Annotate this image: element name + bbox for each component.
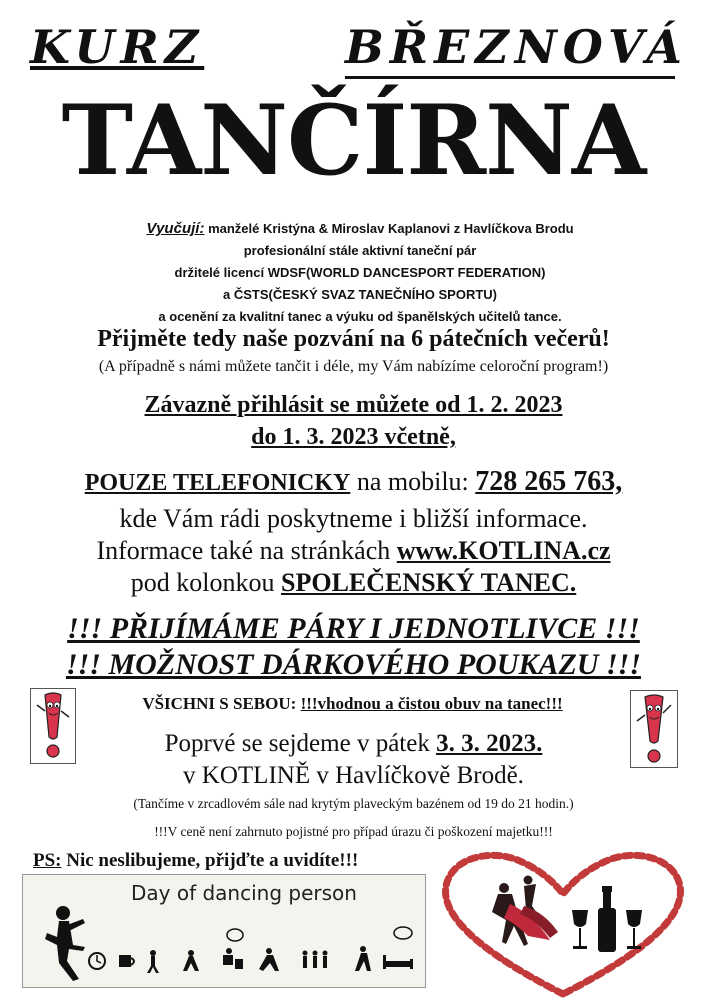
page-title: TANČÍRNA (61, 84, 646, 197)
instructors-label: Vyučují: (146, 220, 205, 237)
registration-line1: Závazně přihlásit se můžete od 1. 2. 2023 (144, 392, 563, 418)
website-link[interactable]: www.KOTLINA.cz (396, 536, 611, 565)
ps-label: PS: (33, 850, 62, 871)
registration-line2: do 1. 3. 2023 včetně, (251, 424, 456, 450)
instructors-line2: profesionální stále aktivní taneční pár (243, 243, 477, 258)
dancing-person-image (22, 874, 426, 988)
bring-line (80, 694, 625, 714)
meeting-note: (Tančíme v zrcadlovém sále nad krytým plaveckým bazénem od 19 do 21 hodin.) (133, 796, 574, 811)
invite-main: Přijměte tedy naše pozvání na 6 pátečních večerů! (97, 326, 610, 352)
column-line: pod kolonkou SPOLEČENSKÝ TANEC. (130, 568, 577, 597)
meeting-line: Poprvé se sejdeme v pátek 3. 3. 2023. (164, 730, 543, 757)
heart-dancers-icon (432, 848, 694, 998)
meeting-place: v KOTLINĚ v Havlíčkově Brodě. (183, 762, 524, 789)
instructors-line5: a ocenění za kvalitní tanec a výuku od španělských učitelů tance. (158, 309, 562, 324)
insurance-note: !!!V ceně není zahrnuto pojistné pro případ úrazu či poškození majetku!!! (154, 824, 553, 839)
banner-pairs: !!! PŘIJÍMÁME PÁRY I JEDNOTLIVCE !!! (67, 612, 640, 645)
banner-voucher: !!! MOŽNOST DÁRKOVÉHO POUKAZU !!! (65, 648, 642, 681)
phone-prefix: POUZE TELEFONICKY (84, 470, 351, 496)
column-name: SPOLEČENSKÝ TANEC. (281, 568, 577, 597)
phone-line: POUZE TELEFONICKY na mobilu: 728 265 763, (84, 466, 623, 497)
header-right: BŘEZNOVÁ (345, 20, 675, 79)
heart-dancers-image (432, 848, 694, 998)
ps-text: Nic neslibujeme, přijďte a uvidíte!!! (61, 850, 359, 871)
dancing-image-caption: Day of dancing person (131, 881, 357, 905)
header-left: KURZ (30, 20, 205, 74)
instructors-block (60, 218, 660, 328)
instructors-line1: manželé Kristýna & Miroslav Kaplanovi z Havlíčkova Brodu (208, 221, 574, 236)
instructors-line4: a ČSTS(ČESKÝ SVAZ TANEČNÍHO SPORTU) (223, 287, 497, 302)
ps-line (33, 850, 358, 872)
instructors-line3: držitelé licencí WDSF(WORLD DANCESPORT FEDERATION) (174, 265, 546, 280)
invite-sub: (A případně s námi můžete tančit i déle, my Vám nabízíme celoroční program!) (98, 358, 609, 375)
meeting-date: 3. 3. 2023. (436, 730, 543, 757)
phone-number[interactable]: 728 265 763, (475, 466, 623, 497)
web-line: Informace také na stránkách www.KOTLINA.cz (96, 536, 611, 565)
dancing-figures-icon (23, 875, 425, 987)
bring-text: !!!vhodnou a čistou obuv na tanec!!! (300, 694, 563, 713)
info-line: kde Vám rádi poskytneme i bližší informace. (119, 504, 588, 533)
bring-label: VŠICHNI S SEBOU: (142, 694, 301, 713)
